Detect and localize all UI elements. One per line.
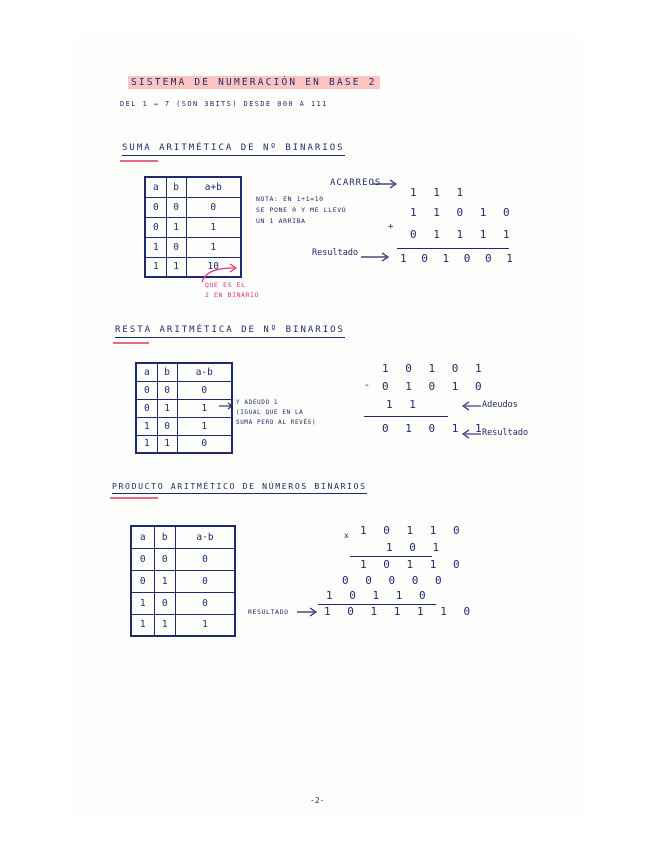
arrow-left-icon [462,429,482,439]
arrow-right-icon [218,402,234,410]
table-cell: 0 [154,592,175,614]
table-cell: 0 [136,399,157,417]
table-cell: 1 [136,435,157,453]
suma-heading-underline [120,160,158,162]
suma-operand-1: 1 1 0 1 0 [410,206,515,219]
table-cell: 1 [166,217,186,237]
table-header: a·b [176,526,236,548]
arrow-right-icon [360,252,390,262]
arrow-left-icon [462,401,482,411]
suma-resultado-label: Resultado [312,248,359,258]
table-cell: 1 [131,614,154,636]
subtraction-line [364,416,448,417]
resta-heading-underline [113,342,149,344]
table-cell: 0 [166,197,186,217]
resta-note: Y ADEUDO 1 (IGUAL QUE EN LA SUMA PERO AL REVÉS) [236,399,317,426]
resta-borrows: 1 1 [386,398,421,411]
producto-partial-1: 1 0 1 1 0 [360,558,465,571]
page-number: -2- [310,796,325,805]
table-header: b [154,526,175,548]
table-cell: 1 [176,614,236,636]
suma-pink-note: QUE ES EL 2 EN BINARIO [205,281,260,299]
arrow-right-icon [296,607,318,617]
page-title: SISTEMA DE NUMERACIÓN EN BASE 2 [128,76,380,89]
table-cell: 1 [186,217,241,237]
table-cell: 0 [176,548,236,570]
table-cell: 10 [186,257,241,277]
table-cell: 0 [131,548,154,570]
suma-carries: 1 1 1 [410,186,469,199]
plus-sign: + [388,222,394,232]
arrow-right-icon [372,179,398,189]
table-header: a+b [186,177,241,197]
table-cell: 1 [154,614,175,636]
minus-sign: - [364,380,371,391]
table-cell: 0 [176,592,236,614]
sum-line [397,248,509,249]
table-cell: 1 [177,417,232,435]
table-cell: 0 [157,381,177,399]
times-sign: x [344,531,349,540]
suma-note: NOTA: EN 1+1=10 SE PONE 0 Y ME LLEVO UN 1 ARRIBA [256,195,347,225]
adeudos-label: Adeudos [482,400,518,410]
table-cell: 0 [177,435,232,453]
suma-result: 1 0 1 0 0 1 [400,252,517,265]
table-header: b [157,363,177,381]
resta-result: 0 1 0 1 1 [382,422,487,435]
table-header: b [166,177,186,197]
resta-operand-1: 1 0 1 0 1 [382,362,487,375]
table-cell: 1 [157,399,177,417]
table-cell: 0 [177,381,232,399]
table-cell: 0 [154,548,175,570]
table-cell: 1 [177,399,232,417]
table-cell: 1 [145,257,166,277]
table-header: a [136,363,157,381]
table-cell: 1 [166,257,186,277]
table-cell: 0 [131,570,154,592]
table-cell: 0 [157,417,177,435]
table-cell: 1 [145,237,166,257]
table-header: a-b [177,363,232,381]
acarreos-label: ACARREOS [330,178,382,188]
table-cell: 0 [145,197,166,217]
table-header: a [131,526,154,548]
table-header: a [145,177,166,197]
producto-partial-3: 1 0 1 1 0 [326,589,431,602]
producto-heading: PRODUCTO ARITMÉTICO DE NÚMEROS BINARIOS [112,481,367,494]
resta-heading: RESTA ARITMÉTICA DE Nº BINARIOS [115,325,345,338]
producto-heading-underline [110,497,158,499]
table-cell: 0 [186,197,241,217]
table-cell: 0 [166,237,186,257]
suma-heading: SUMA ARITMÉTICA DE Nº BINARIOS [122,143,345,156]
table-cell: 1 [157,435,177,453]
table-cell: 1 [154,570,175,592]
producto-resultado-label: RESULTADO [248,608,289,616]
pink-arrow-icon [200,262,242,284]
producto-partial-2: 0 0 0 0 0 [342,574,447,587]
producto-truth-table [130,525,236,637]
producto-multiplicand: 1 0 1 1 0 [360,524,465,537]
table-cell: 1 [186,237,241,257]
intro-line: DEL 1 → 7 (SON 3BITS) DESDE 000 A 111 [120,100,328,108]
table-cell: 1 [136,417,157,435]
producto-result: 1 0 1 1 1 1 0 [324,605,476,618]
table-cell: 1 [131,592,154,614]
resta-resultado-label: Resultado [482,428,529,438]
table-cell: 0 [176,570,236,592]
table-cell: 0 [136,381,157,399]
table-cell: 0 [145,217,166,237]
suma-operand-2: 0 1 1 1 1 [410,228,515,241]
resta-operand-2: 0 1 0 1 0 [382,380,487,393]
producto-multiplier: 1 0 1 [386,541,445,554]
